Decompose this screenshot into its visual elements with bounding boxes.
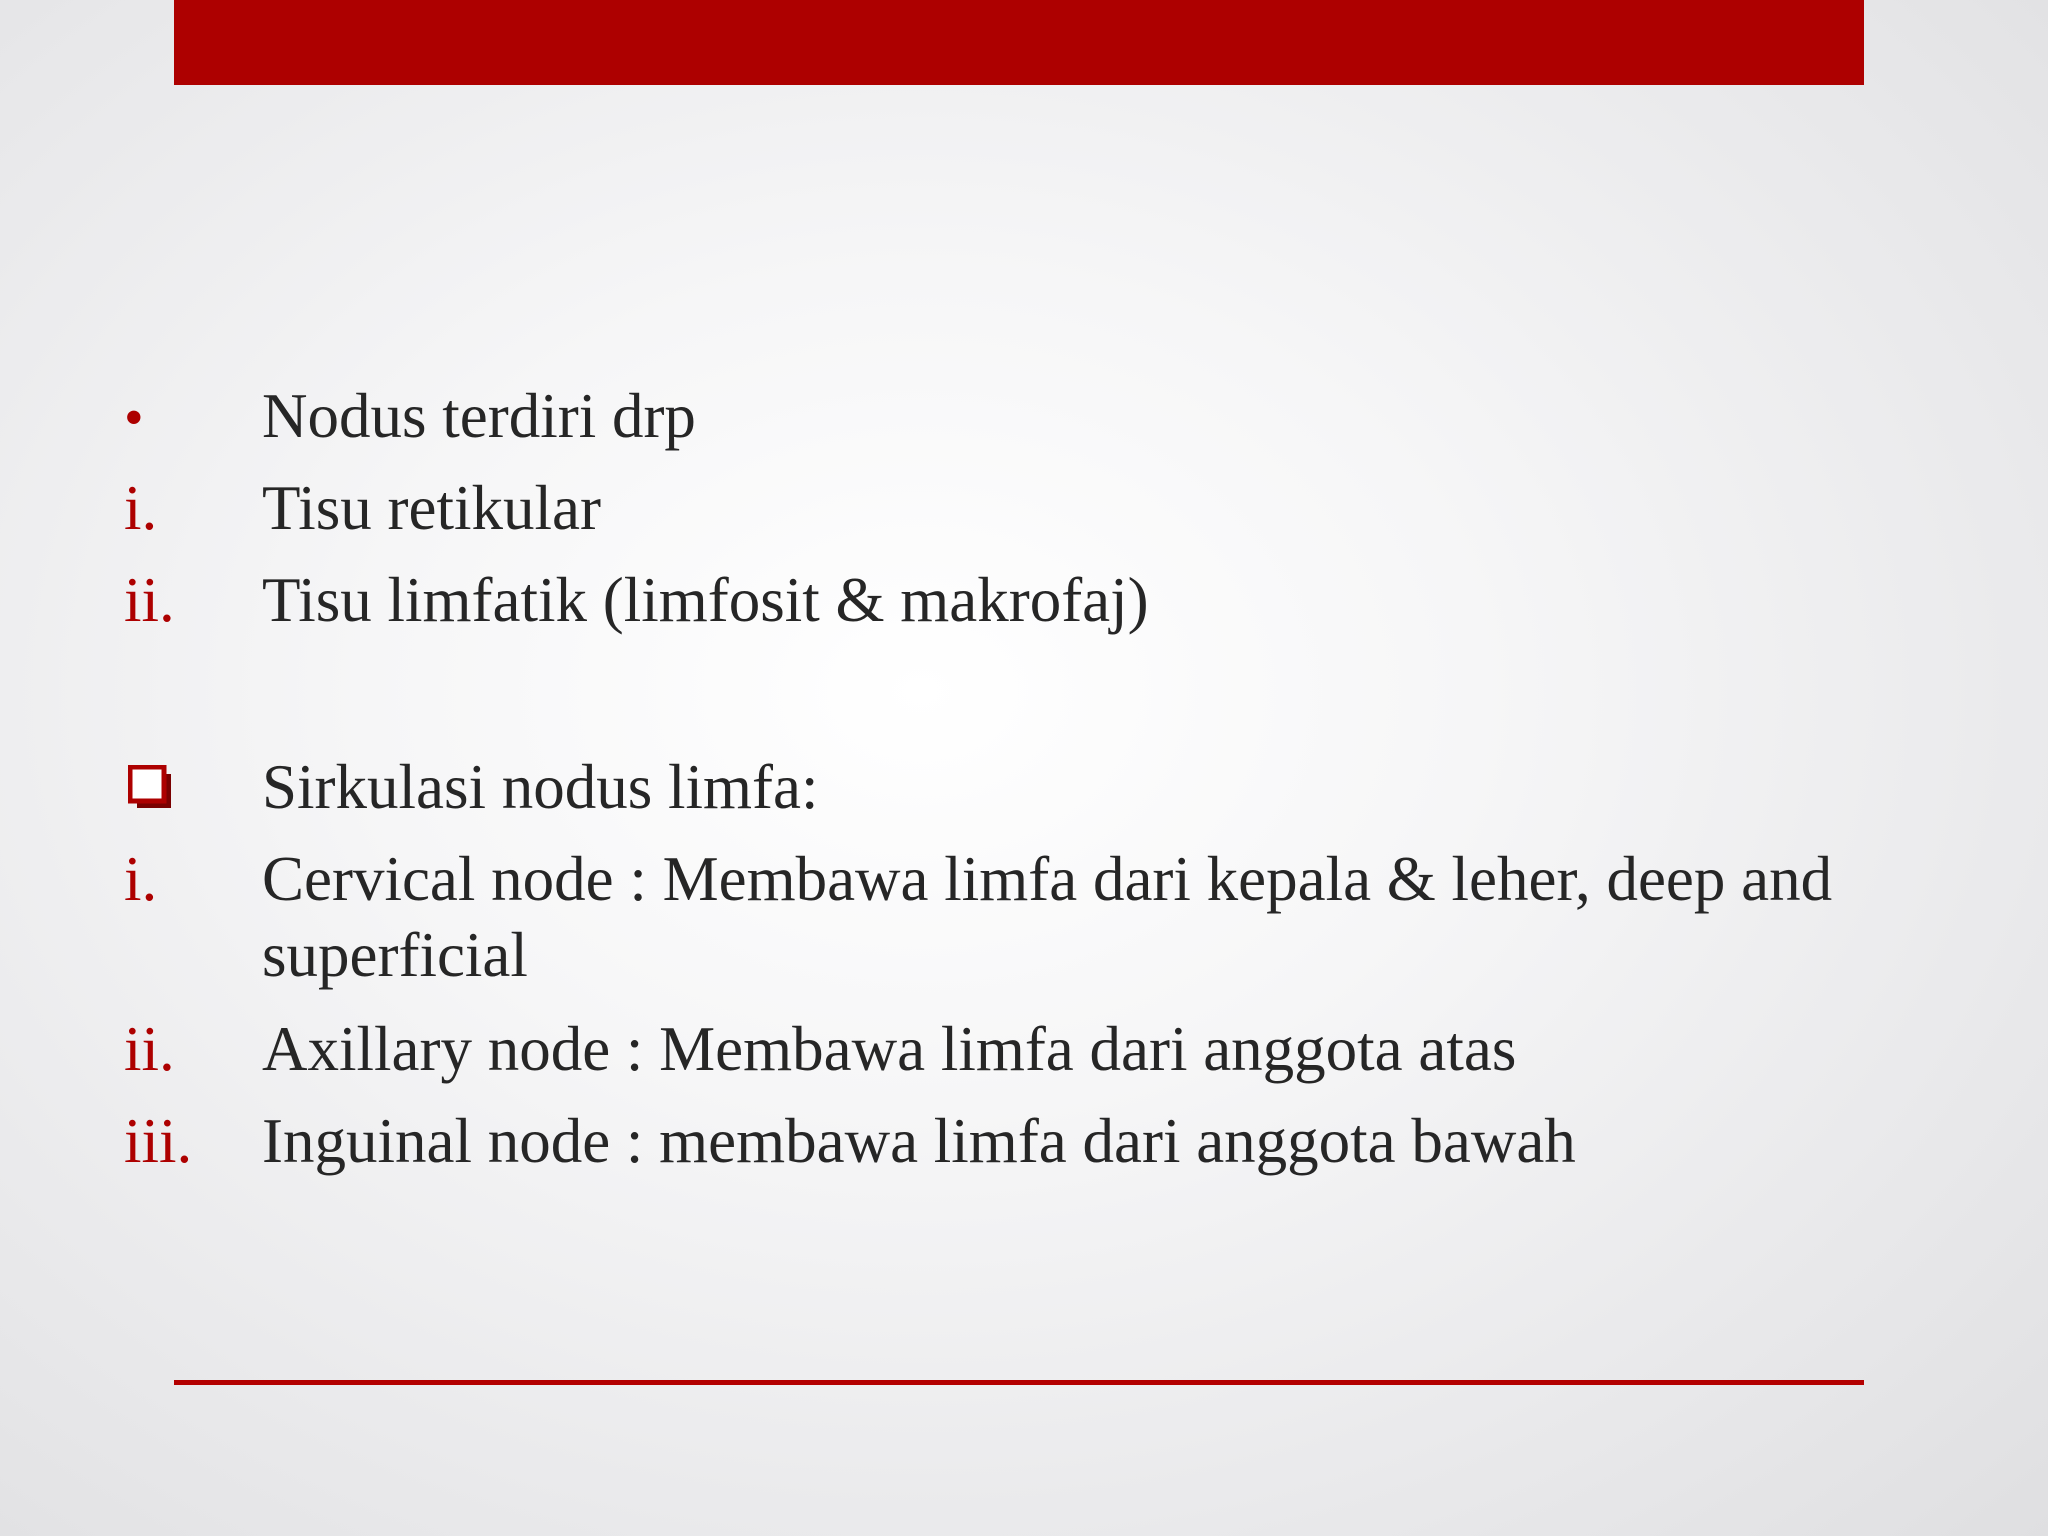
bottom-divider [174, 1380, 1864, 1385]
list-number: iii. [124, 1106, 193, 1176]
list-number: ii. [124, 1014, 175, 1084]
bullet-marker: • [124, 387, 144, 449]
list-item-text: Axillary node : Membawa limfa dari anggota atas [262, 1014, 1517, 1084]
list-item-text: Tisu limfatik (limfosit & makrofaj) [262, 565, 1149, 635]
list-number: i. [124, 473, 158, 543]
list-item-text: Cervical node : Membawa limfa dari kepala & leher, deep and superficial [262, 844, 1833, 990]
list-number: ii. [124, 565, 175, 635]
list-number: i. [124, 844, 158, 914]
list-item-text: Inguinal node : membawa limfa dari anggota bawah [262, 1106, 1576, 1176]
list-item-text: Nodus terdiri drp [262, 381, 696, 451]
list-item-text: Sirkulasi nodus limfa: [262, 752, 819, 822]
list-item-text: Tisu retikular [262, 473, 601, 543]
checkbox-square-icon [128, 765, 172, 809]
